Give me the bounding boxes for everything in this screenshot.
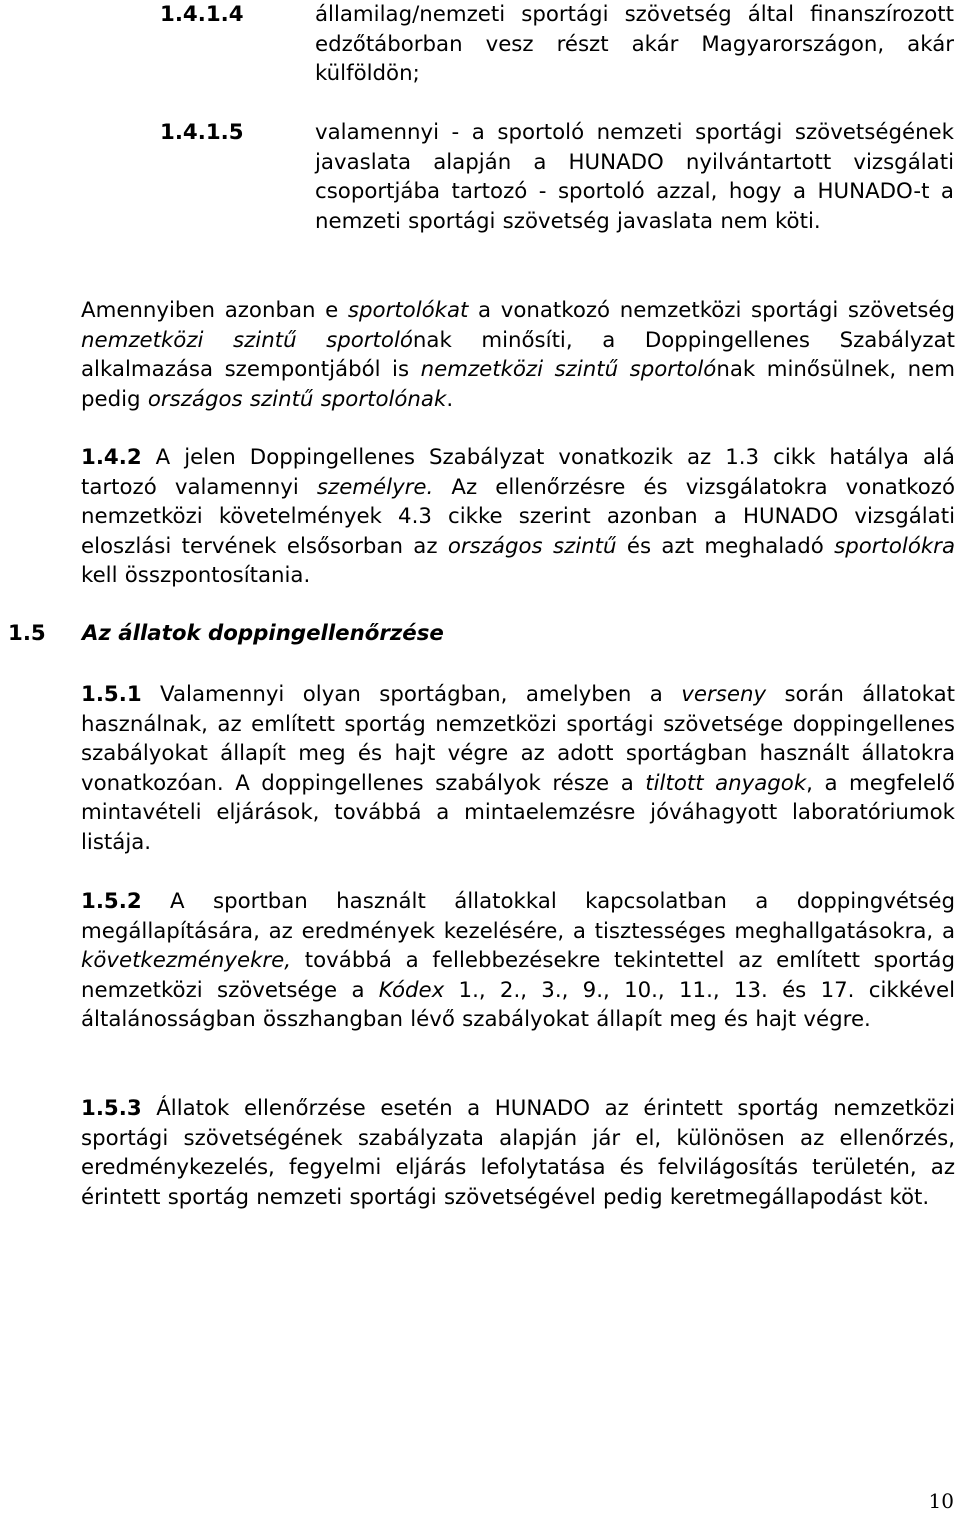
italic-term: tiltott anyagok: [645, 770, 807, 796]
italic-term: személyre.: [316, 474, 434, 500]
text-run: .: [446, 386, 454, 412]
section-number: 1.5.1: [81, 682, 142, 707]
text-run: A jelen Doppingellenes Szabályzat vonatkozik az 1.3 cikk hatálya alá tartozó valamennyi: [81, 445, 955, 500]
paragraph-1-5-1: [81, 680, 955, 857]
paragraph-1-5-3: [81, 1094, 955, 1212]
italic-term: nemzetközi szintű sportoló: [81, 327, 413, 353]
text-run: során állatokat használnak, az említett sportág nemzetközi sportági szövetsége doppingellenes szabályokat állapít meg és hajt végre az adott sportágban használt állatokra vonatkozóan. A doppingellenes szabályok része a: [81, 682, 955, 796]
italic-term: sportolókat: [347, 298, 469, 323]
item-text: államilag/nemzeti sportági szövetség által finanszírozott edzőtáborban vesz részt akár Magyarországon, akár külföldön;: [315, 2, 954, 86]
italic-term: következményekre,: [81, 948, 292, 973]
paragraph-amennyiben: [81, 296, 955, 414]
italic-term: verseny: [681, 682, 767, 707]
item-number: 1.4.1.4: [160, 2, 244, 27]
text-run: nak minősülnek, nem pedig: [81, 357, 956, 412]
section-number: 1.5.2: [81, 889, 142, 914]
text-run: Az ellenőrzésre és vizsgálatokra vonatkozó nemzetközi követelmények 4.3 cikke szerint azonban a HUNADO vizsgálati eloszlási tervének elsősorban az: [81, 474, 955, 559]
text-run: 1., 2., 3., 9., 10., 11., 13. és 17. cikkével általánosságban összhangban lévő szabályokat állapít meg és hajt végre.: [81, 977, 955, 1032]
heading-title: Az állatok doppingellenőrzése: [82, 621, 444, 646]
italic-term: sportolókra: [834, 533, 955, 559]
text-run: Állatok ellenőrzése esetén a HUNADO az érintett sportág nemzetközi sportági szövetségének szabályzata alapján jár el, különösen az ellenőrzés, eredménykezelés, fegyelmi eljárás lefolytatása és felvilágosítás területén, az érintett sportág nemzeti sportági szövetségével pedig keretmegállapodást köt.: [81, 1096, 955, 1210]
paragraph-1-5-2: [81, 887, 955, 1035]
italic-term: országos szintű sportolónak: [147, 386, 447, 412]
text-run: , a megfelelő mintavételi eljárások, továbbá a mintaelemzésre jóváhagyott laboratóriumok listája.: [81, 770, 955, 855]
heading-number: 1.5: [8, 621, 46, 646]
italic-term: Kódex: [378, 977, 445, 1003]
item-number: 1.4.1.5: [160, 120, 244, 145]
text-run: és azt meghaladó: [616, 533, 835, 559]
item-text: valamennyi - a sportoló nemzeti sportági szövetségének javaslata alapján a HUNADO nyilvántartott vizsgálati csoportjába tartozó - sportoló azzal, hogy a HUNADO-t a nemzeti sportági szövetség javaslata nem köti.: [315, 120, 954, 234]
text-run: Amennyiben azonban e: [81, 298, 348, 323]
section-number: 1.5.3: [81, 1096, 142, 1121]
text-run: kell összpontosítania.: [81, 563, 311, 588]
text-run: továbbá a fellebbezésekre tekintettel az említett sportág nemzetközi szövetsége a: [81, 948, 955, 1003]
text-run: A sportban használt állatokkal kapcsolatban a doppingvétség megállapítására, az eredmények kezelésére, a tisztességes meghallgatásokra, a: [81, 889, 955, 944]
text-run: Valamennyi olyan sportágban, amelyben a: [141, 682, 682, 707]
paragraph-1-4-2: [81, 443, 955, 591]
section-heading-1-5: [8, 619, 444, 649]
page-number: 10: [928, 1489, 954, 1513]
text-run: a vonatkozó nemzetközi sportági szövetség: [468, 298, 955, 323]
section-number: 1.4.2: [81, 445, 142, 470]
text-run: nak minősíti, a Doppingellenes Szabályzat alkalmazása szempontjából is: [81, 327, 955, 382]
italic-term: nemzetközi szintű sportoló: [420, 357, 717, 382]
italic-term: országos szintű: [447, 533, 617, 559]
